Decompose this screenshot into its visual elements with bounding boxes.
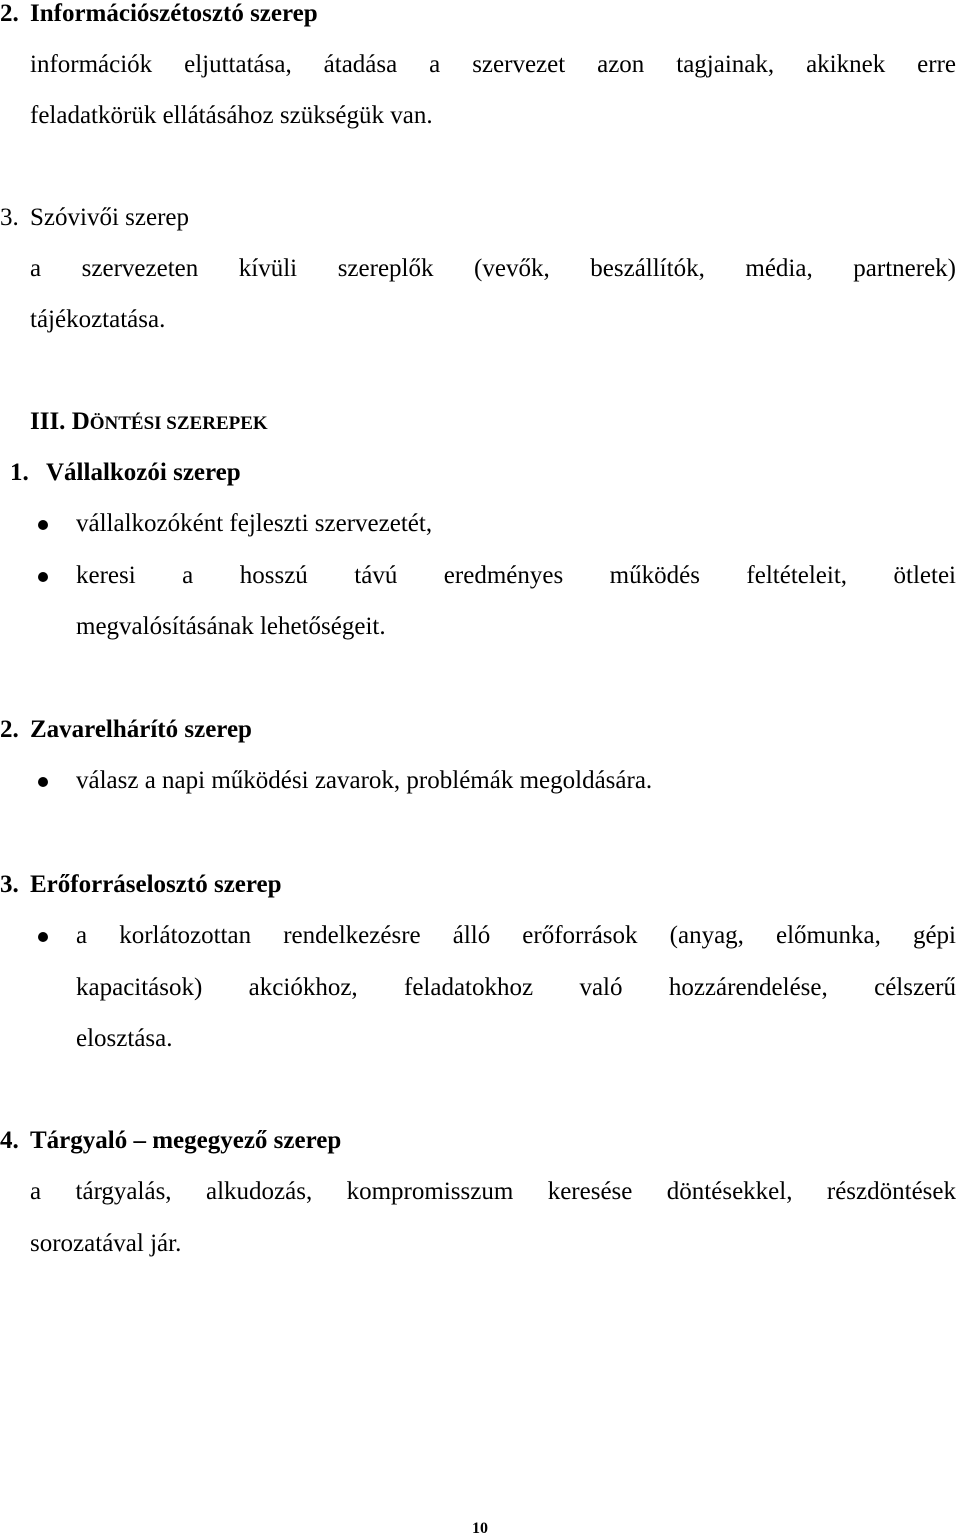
subsection-title: Vállalkozói szerep [46,459,241,486]
section-heading [0,201,956,235]
subsection-number: 1. [10,459,29,486]
bullet-line: elosztása. [76,1025,173,1052]
page-number: 10 [472,1520,488,1537]
chapter-heading-rest: ÖNTÉSI SZEREPEK [89,413,268,434]
subsection-heading [0,713,956,747]
subsection-heading [0,868,956,902]
paragraph-line: információk eljuttatása, átadása a szervezet azon tagjainak, akiknek erre [30,51,956,78]
bullet-line: a korlátozottan rendelkezésre álló erőforrások (anyag, előmunka, gépi [76,922,956,949]
bullet-icon [38,777,48,787]
section-heading [0,0,956,31]
bullet-line: kapacitások) akciókhoz, feladatokhoz való hozzárendelése, célszerű [76,974,956,1001]
paragraph-line: tájékoztatása. [30,306,166,333]
paragraph-line: feladatkörük ellátásához szükségük van. [30,102,433,129]
paragraph-line: sorozatával jár. [30,1230,182,1257]
paragraph-line: a szervezeten kívüli szereplők (vevők, beszállítók, média, partnerek) [30,255,956,282]
section-title: Szóvivői szerep [30,204,189,231]
subsection-title: Erőforráselosztó szerep [30,871,282,898]
subsection-number: 4. [0,1127,19,1154]
subsection-title: Tárgyaló – megegyező szerep [30,1127,342,1154]
subsection-title: Zavarelhárító szerep [30,716,252,743]
bullet-icon [38,520,48,530]
bullet-line: vállalkozóként fejleszti szervezetét, [76,510,433,537]
paragraph-line: a tárgyalás, alkudozás, kompromisszum keresése döntésekkel, részdöntések [30,1178,956,1205]
bullet-line: válasz a napi működési zavarok, problémák megoldására. [76,767,653,794]
subsection-heading [0,1124,956,1158]
chapter-heading [30,405,956,439]
section-number: 3. [0,204,19,231]
bullet-line: megvalósításának lehetőségeit. [76,613,386,640]
section-title: Információszétosztó szerep [30,0,318,27]
chapter-heading-initial: D [71,408,90,435]
chapter-heading-prefix: III. [30,408,72,435]
bullet-line: keresi a hosszú távú eredményes működés feltételeit, ötletei [76,562,956,589]
bullet-icon [38,572,48,582]
subsection-number: 3. [0,871,19,898]
subsection-number: 2. [0,716,19,743]
bullet-icon [38,932,48,942]
subsection-heading [10,456,956,490]
section-number: 2. [0,0,19,27]
